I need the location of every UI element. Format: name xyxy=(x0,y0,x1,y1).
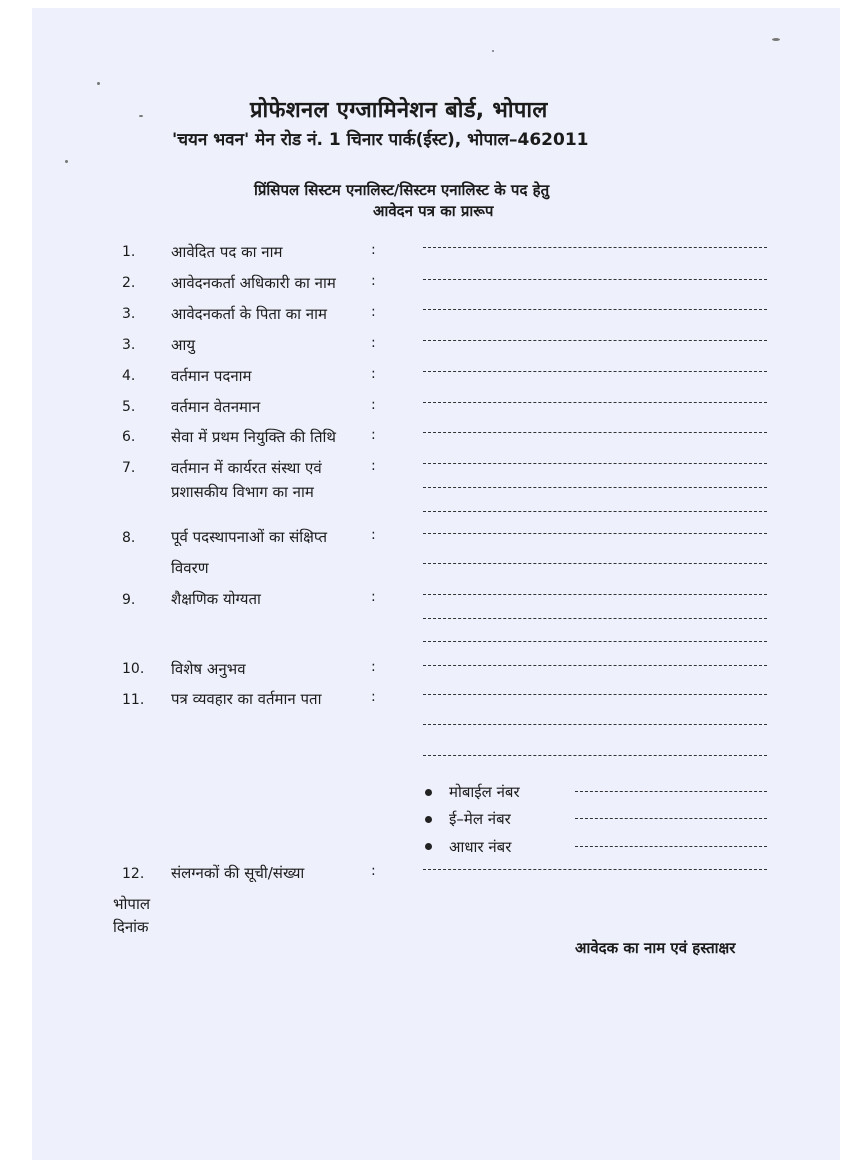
fill-line[interactable] xyxy=(423,694,767,695)
scan-speck xyxy=(772,38,780,41)
field-colon: : xyxy=(371,589,376,605)
field-number: 11. xyxy=(122,692,145,708)
fill-line[interactable] xyxy=(423,463,767,464)
field-number: 3. xyxy=(122,337,136,353)
bullet-icon xyxy=(425,843,432,850)
field-number: 7. xyxy=(122,460,136,476)
field-number: 5. xyxy=(122,399,136,415)
field-label: विशेष अनुभव xyxy=(171,660,246,678)
fill-line[interactable] xyxy=(423,563,767,564)
field-label: वर्तमान पदनाम xyxy=(171,367,252,385)
contact-label: मोबाईल नंबर xyxy=(449,783,520,801)
field-label: वर्तमान वेतनमान xyxy=(171,398,261,416)
field-number: 4. xyxy=(122,368,136,384)
field-number: 9. xyxy=(122,592,136,608)
bullet-icon xyxy=(425,816,432,823)
field-label: शैक्षणिक योग्यता xyxy=(171,590,261,608)
fill-line[interactable] xyxy=(575,818,767,819)
field-number: 6. xyxy=(122,429,136,445)
field-number: 1. xyxy=(122,244,136,260)
subject-line-1: प्रिंसिपल सिस्टम एनालिस्ट/सिस्टम एनालिस्ट के पद हेतु xyxy=(254,181,550,199)
fill-line[interactable] xyxy=(423,402,767,403)
field-colon: : xyxy=(371,304,376,320)
field-label: पत्र व्यवहार का वर्तमान पता xyxy=(171,690,322,708)
fill-line[interactable] xyxy=(423,755,767,756)
field-colon: : xyxy=(371,366,376,382)
fill-line[interactable] xyxy=(423,511,767,512)
fill-line[interactable] xyxy=(423,641,767,642)
field-colon: : xyxy=(371,527,376,543)
fill-line[interactable] xyxy=(423,309,767,310)
bullet-icon xyxy=(425,789,432,796)
field-label: संलग्नकों की सूची/संख्या xyxy=(171,864,305,882)
field-label: आवेदनकर्ता के पिता का नाम xyxy=(171,305,327,323)
field-colon: : xyxy=(371,427,376,443)
fill-line[interactable] xyxy=(423,665,767,666)
scan-speck xyxy=(492,50,494,52)
contact-label: आधार नंबर xyxy=(449,838,512,856)
scan-speck xyxy=(139,115,143,117)
fill-line[interactable] xyxy=(575,791,767,792)
field-colon: : xyxy=(371,273,376,289)
fill-line[interactable] xyxy=(575,846,767,847)
field-label: आवेदित पद का नाम xyxy=(171,243,283,261)
scan-speck xyxy=(97,82,100,85)
field-number: 10. xyxy=(122,661,145,677)
field-number: 3. xyxy=(122,306,136,322)
field-label: आवेदनकर्ता अधिकारी का नाम xyxy=(171,274,336,292)
field-number: 2. xyxy=(122,275,136,291)
fill-line[interactable] xyxy=(423,371,767,372)
org-name: प्रोफेशनल एग्जामिनेशन बोर्ड, भोपाल xyxy=(250,98,548,123)
field-colon: : xyxy=(371,242,376,258)
fill-line[interactable] xyxy=(423,594,767,595)
org-address: 'चयन भवन' मेन रोड नं. 1 चिनार पार्क(ईस्ट), भोपाल–462011 xyxy=(172,130,589,150)
field-label: सेवा में प्रथम नियुक्ति की तिथि xyxy=(171,428,336,446)
field-colon: : xyxy=(371,689,376,705)
fill-line[interactable] xyxy=(423,618,767,619)
fill-line[interactable] xyxy=(423,432,767,433)
fill-line[interactable] xyxy=(423,247,767,248)
field-label: आयु xyxy=(171,336,196,354)
fill-line[interactable] xyxy=(423,340,767,341)
fill-line[interactable] xyxy=(423,487,767,488)
signature-label: आवेदक का नाम एवं हस्ताक्षर xyxy=(575,939,736,957)
field-colon: : xyxy=(371,397,376,413)
fill-line[interactable] xyxy=(423,279,767,280)
fill-line[interactable] xyxy=(423,533,767,534)
fill-line[interactable] xyxy=(423,724,767,725)
field-label-continued: प्रशासकीय विभाग का नाम xyxy=(171,483,314,501)
field-number: 12. xyxy=(122,866,145,882)
date-label: दिनांक xyxy=(113,918,149,936)
field-colon: : xyxy=(371,458,376,474)
field-colon: : xyxy=(371,659,376,675)
field-colon: : xyxy=(371,863,376,879)
fill-line[interactable] xyxy=(423,869,767,870)
field-label-continued: विवरण xyxy=(171,559,209,577)
field-label: पूर्व पदस्थापनाओं का संक्षिप्त xyxy=(171,528,328,546)
place-label: भोपाल xyxy=(113,895,151,913)
scan-margin xyxy=(0,8,32,1160)
field-label: वर्तमान में कार्यरत संस्था एवं xyxy=(171,459,322,477)
field-colon: : xyxy=(371,335,376,351)
field-number: 8. xyxy=(122,530,136,546)
contact-label: ई–मेल नंबर xyxy=(449,810,511,828)
scan-speck xyxy=(65,160,68,163)
subject-line-2: आवेदन पत्र का प्रारूप xyxy=(373,202,494,220)
